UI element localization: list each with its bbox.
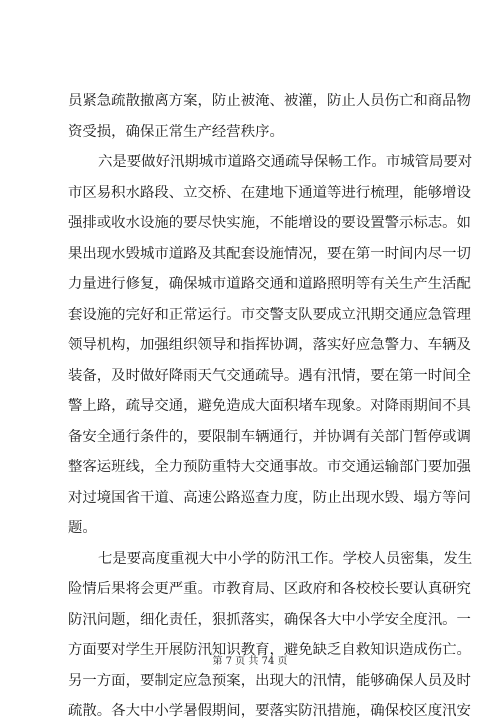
text-line: 对过境国省干道、高速公路巡查力度，防止出现水毁、塌方等问 bbox=[68, 489, 471, 506]
text-line: 备安全通行条件的，要限制车辆通行，并协调有关部门暂停或调 bbox=[68, 428, 471, 445]
paragraph-start-line: 六是要做好汛期城市道路交通疏导保畅工作。市城管局要对 bbox=[98, 154, 473, 170]
text-line: 疏散。各大中小学暑假期间，要落实防汛措施，确保校区度汛安 bbox=[68, 703, 471, 719]
text-line: 资受损，确保正常生产经营秩序。 bbox=[68, 123, 284, 140]
text-line: 力量进行修复，确保城市道路交通和道路照明等有关生产生活配 bbox=[68, 276, 471, 292]
paragraph-start-line: 七是要高度重视大中小学的防汛工作。学校人员密集，发生 bbox=[98, 550, 473, 567]
text-line: 装备，及时做好降雨天气交通疏导。遇有汛情，要在第一时间全 bbox=[68, 367, 471, 384]
text-line: 强排或收水设施的要尽快实施，不能增设的要设置警示标志。如 bbox=[68, 215, 471, 231]
text-line: 防汛问题，细化责任，狠抓落实，确保各大中小学安全度汛。一 bbox=[68, 611, 471, 628]
text-line: 另一方面，要制定应急预案，出现大的汛情，能够确保人员及时 bbox=[68, 672, 471, 689]
text-line: 险情后果将会更严重。市教育局、区政府和各校校长要认真研究 bbox=[68, 581, 471, 597]
text-line: 整客运班线，全力预防重特大交通事故。市交通运输部门要加强 bbox=[68, 459, 471, 475]
text-line: 领导机构，加强组织领导和指挥协调，落实好应急警力、车辆及 bbox=[68, 337, 471, 353]
text-line: 题。 bbox=[68, 520, 97, 536]
text-line: 警上路，疏导交通，避免造成大面积堵车现象。对降雨期间不具 bbox=[68, 398, 471, 414]
text-line: 方面要对学生开展防汛知识教育，避免缺乏自救知识造成伤亡。 bbox=[68, 642, 471, 658]
page-number: 第 7 页 共 74 页 bbox=[212, 656, 288, 667]
text-line: 套设施的完好和正常运行。市交警支队要成立汛期交通应急管理 bbox=[68, 306, 471, 323]
page-footer bbox=[0, 652, 500, 667]
text-line: 果出现水毁城市道路及其配套设施情况，要在第一时间内尽一切 bbox=[68, 245, 471, 262]
text-line: 市区易积水路段、立交桥、在建地下通道等进行梳理，能够增设 bbox=[68, 184, 471, 201]
text-line: 员紧急疏散撤离方案，防止被淹、被灌，防止人员伤亡和商品物 bbox=[68, 93, 471, 109]
document-body bbox=[68, 86, 473, 727]
